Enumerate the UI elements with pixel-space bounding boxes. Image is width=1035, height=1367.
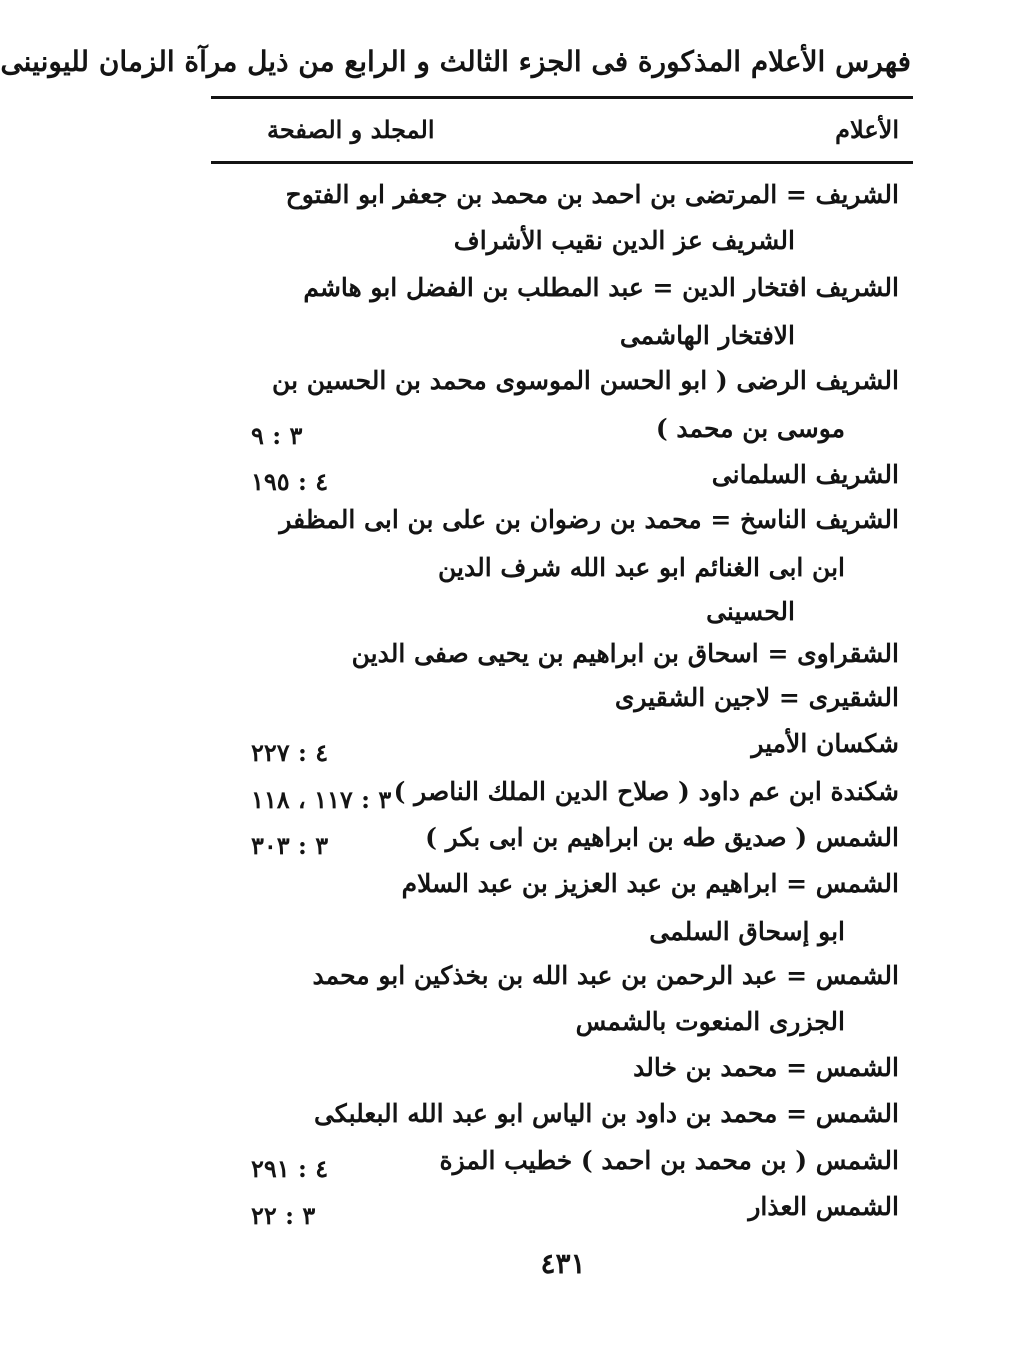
volume-page-ref: ٤ : ٢٩١	[251, 1154, 329, 1183]
entry-line: الشريف الناسخ = محمد بن رضوان بن على بن ابى المظفر	[279, 505, 899, 534]
page-title: فهرس الأعلام المذكورة فى الجزء الثالث و الرابع من ذيل مرآة الزمان لليونينى	[0, 45, 911, 78]
volume-page-ref: ٣ : ٢٢	[251, 1201, 316, 1230]
entry-line: موسى بن محمد )	[655, 414, 845, 443]
entry-line: الشريف = المرتضى بن احمد بن محمد بن جعفر ابو الفتوح	[285, 180, 899, 209]
volume-page-ref: ٣ : ١١٧ ، ١١٨	[251, 785, 392, 814]
entry-line: الجزرى المنعوت بالشمس	[575, 1007, 845, 1036]
page-number: ٤٣١	[540, 1247, 586, 1280]
entry-line: الشمس = ابراهيم بن عبد العزيز بن عبد السلام	[401, 869, 899, 898]
entry-line: الشريف الرضى ( ابو الحسن الموسوى محمد بن الحسين بن	[272, 366, 899, 395]
entry-line: الشمس ( بن محمد بن احمد ) خطيب المزة	[439, 1146, 899, 1175]
entry-line: الشمس ( صديق طه بن ابراهيم بن ابى بكر )	[425, 823, 899, 852]
volume-page-ref: ٤ : ١٩٥	[251, 467, 329, 496]
entry-line: ابو إسحاق السلمى	[649, 917, 845, 946]
entry-line: شكسان الأمير	[751, 729, 899, 758]
entry-line: الشريف السلمانى	[711, 460, 899, 489]
names-column-heading: الأعلام	[835, 115, 899, 144]
volume-page-ref: ٣ : ٣٠٣	[251, 831, 329, 860]
volume-page-ref: ٤ : ٢٢٧	[251, 738, 329, 767]
volume-page-ref: ٣ : ٩	[251, 421, 303, 450]
entry-line: ابن ابى الغنائم ابو عبد الله شرف الدين	[438, 553, 845, 582]
entry-line: الشريف افتخار الدين = عبد المطلب بن الفضل ابو هاشم	[303, 273, 899, 302]
entry-line: شكندة ابن عم داود ( صلاح الدين الملك الناصر )	[393, 777, 899, 806]
entry-line: الحسينى	[706, 597, 795, 626]
entry-line: الشمس = محمد بن خالد	[633, 1053, 899, 1082]
entry-line: الشمس العذار	[748, 1192, 899, 1221]
entry-line: الشمس = محمد بن داود بن الياس ابو عبد الله البعلبكى	[313, 1099, 899, 1128]
entry-line: الشقراوى = اسحاق بن ابراهيم بن يحيى صفى الدين	[351, 639, 899, 668]
pages-column-heading: المجلد و الصفحة	[267, 115, 435, 144]
entry-line: الشقيرى = لاجين الشقيرى	[614, 683, 899, 712]
entry-line: الشريف عز الدين نقيب الأشراف	[453, 226, 795, 255]
entry-line: الافتخار الهاشمى	[619, 321, 795, 350]
entry-line: الشمس = عبد الرحمن بن عبد الله بن بخذكين ابو محمد	[312, 961, 899, 990]
